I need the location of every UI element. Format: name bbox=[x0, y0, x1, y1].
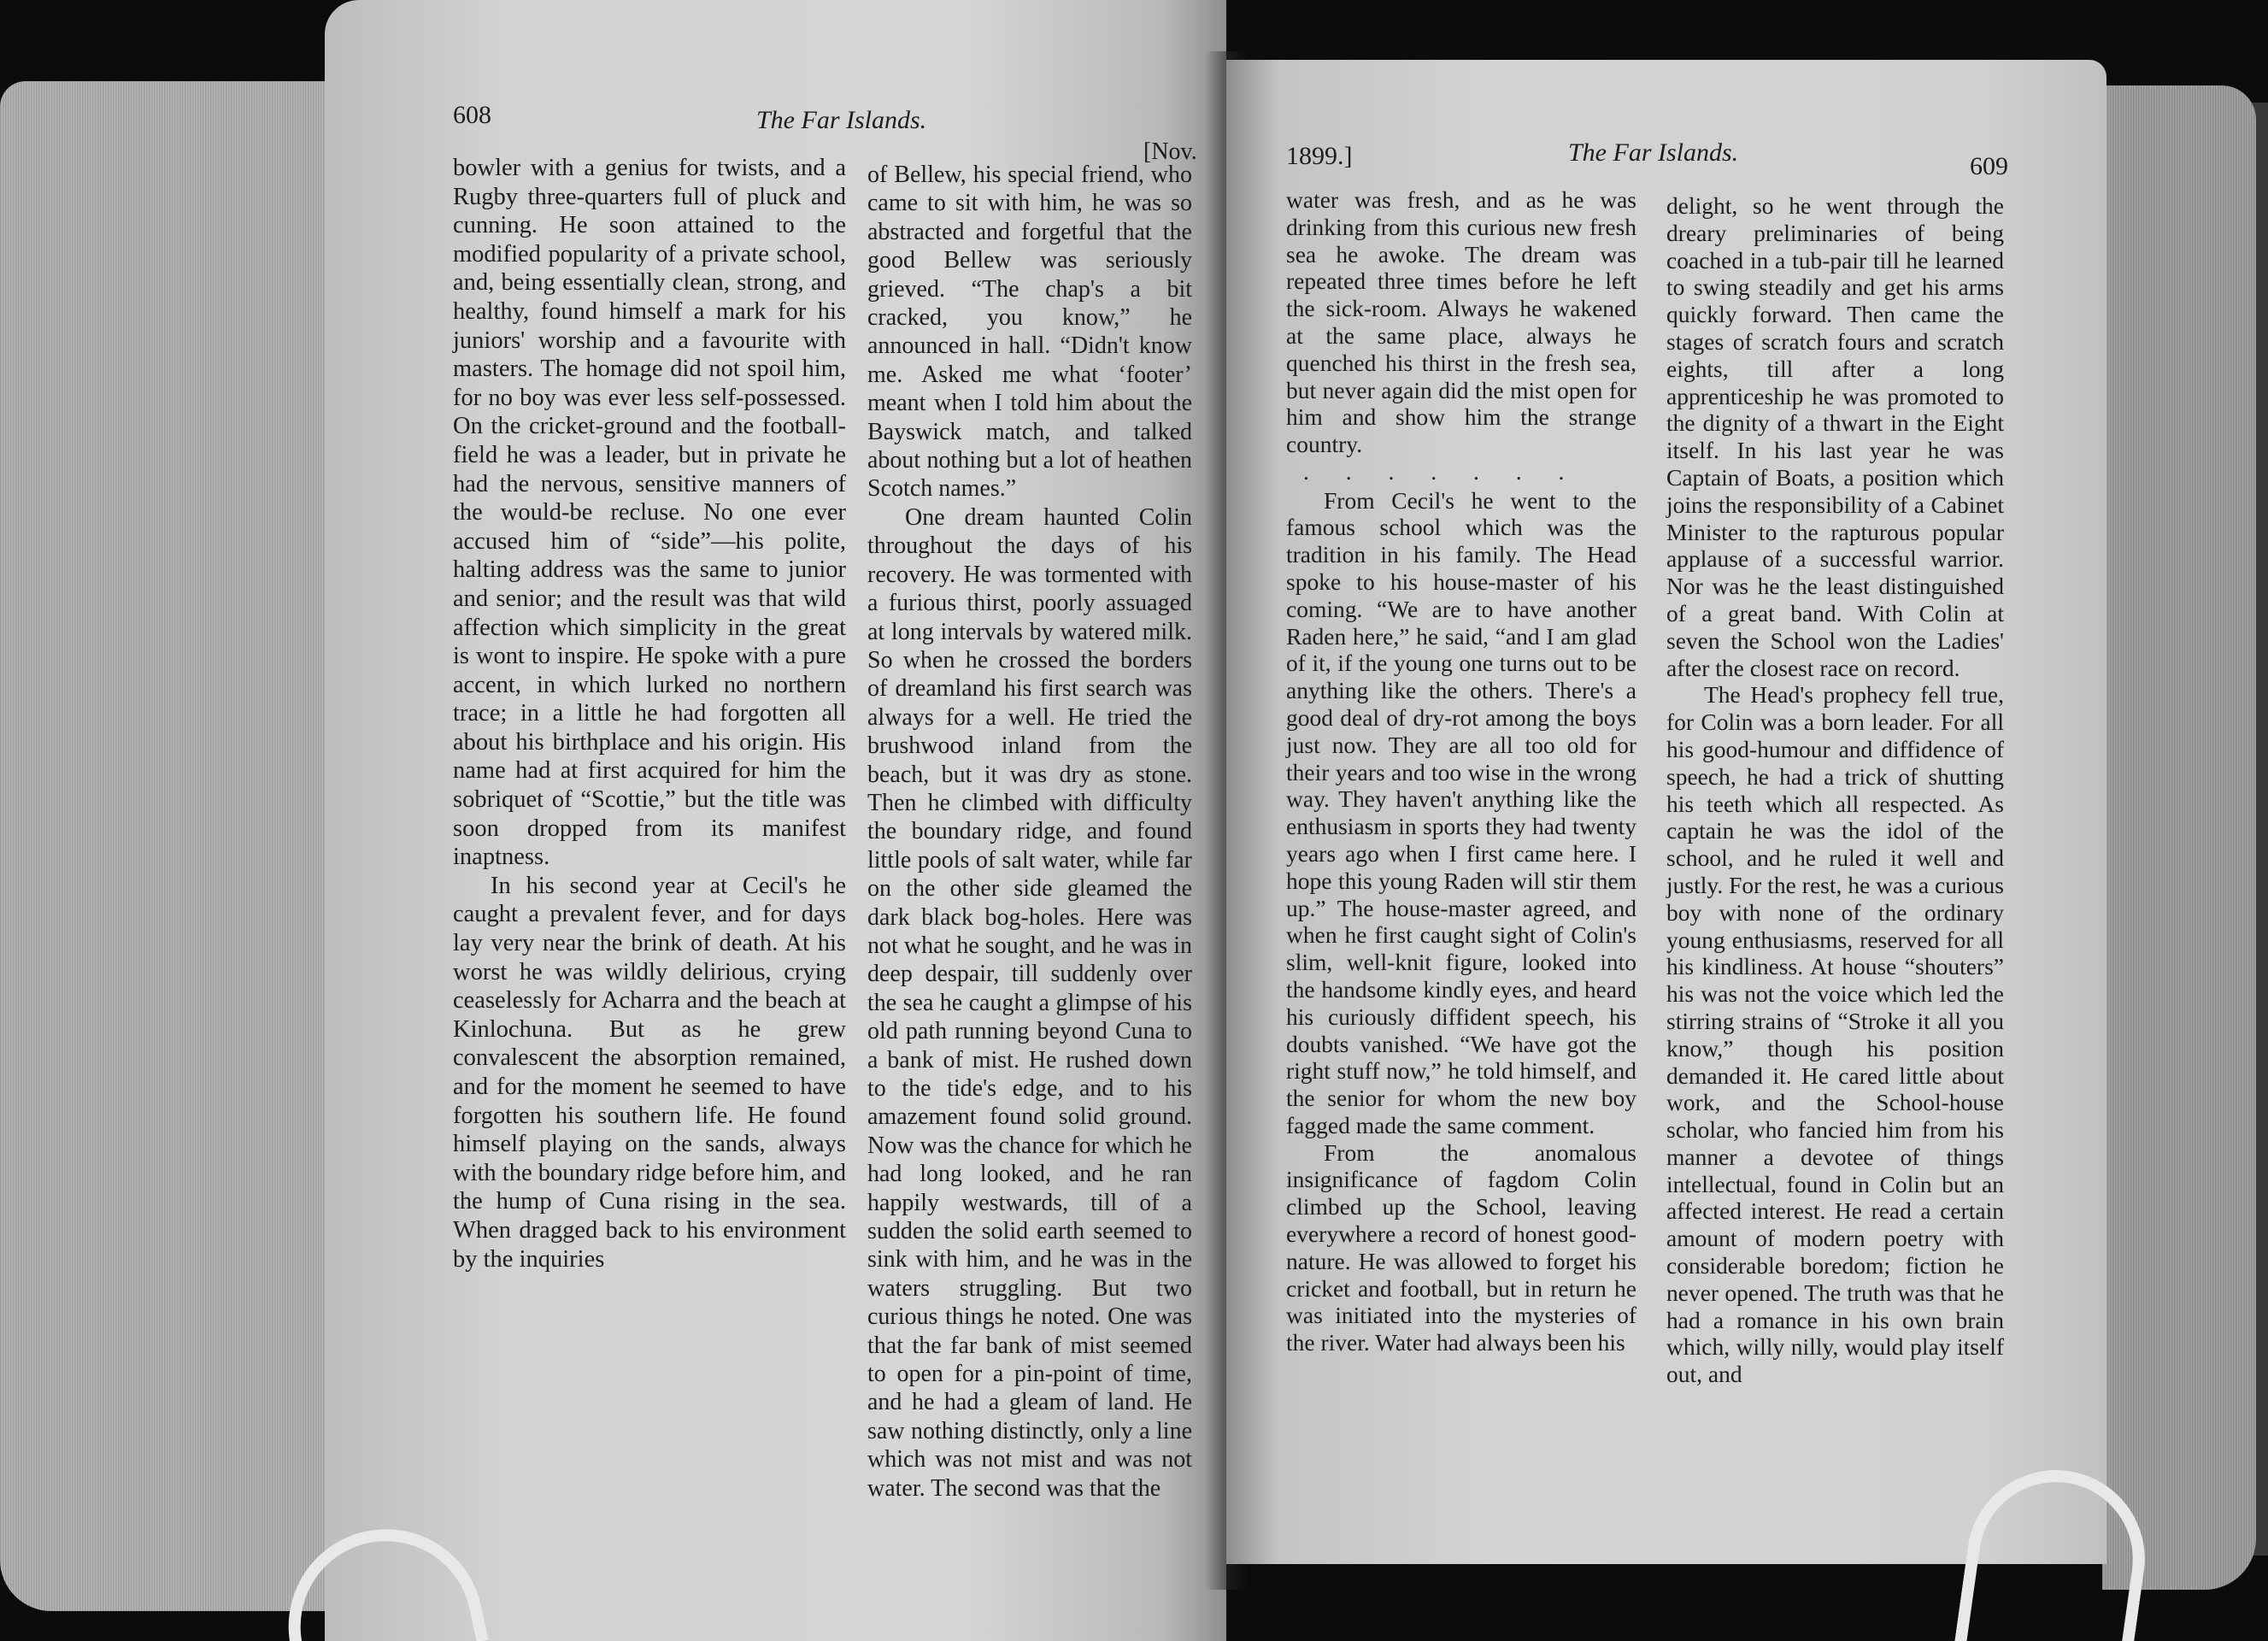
paragraph: of Bellew, his special friend, who came to sit with him, he was so abstracted and forgetful that the good Bellew was seriously grieved. “The chap's a bit cracked, you know,” he announced in hall. “Didn't know me. Asked me what ‘footer’ meant when I told him about the Bayswick match, and talked about nothing but a lot of heathen Scotch names.” bbox=[867, 162, 1192, 503]
paragraph: From Cecil's he went to the famous school which was the tradition in his family. The Head spoke to his house-master of his coming. “We are to have another Raden here,” he said, “and I am glad of it, if the young one turns out to be anything like the others. There's a good deal of dry-rot among the boys just now. They are all too old for their years and too wise in the wrong way. They haven't anything like the enthusiasm in sports they had twenty years ago when I first came here. I hope this young Raden will stir them up.” The house-master agreed, and when he first caught sight of Colin's slim, well-knit figure, looked into the handsome kindly eyes, and heard his curiously diffident speech, his doubts vanished. “We have got the right stuff now,” he told himself, and the senior for whom the new boy fagged made the same comment. bbox=[1286, 486, 1636, 1138]
paragraph: water was fresh, and as he was drinking from this curious new fresh sea he awoke. The dream was repeated three times before he left the sick-room. Always he wakened at the same place, always he quenched his thirst in the fresh sea, but never again did the mist open for him and show him the strange country. bbox=[1286, 186, 1636, 458]
left-running-title: The Far Islands. bbox=[756, 106, 927, 134]
paragraph: One dream haunted Colin throughout the days of his recovery. He was tormented with a furious thirst, poorly assuaged at long intervals by watered milk. So when he crossed the borders of dreamland his first search was always for a well. He tried the brushwood inland from the beach, but it was dry as stone. Then he climbed with difficulty the boundary ridge, and found little pools of salt water, while far on the other side gleamed the dark black bog-holes. Here was not what he sought, and he was in deep despair, till suddenly over the sea he caught a glimpse of his old path running beyond Cuna to a bank of mist. He rushed down to the tide's edge, and to his amazement found solid ground. Now was the chance for which he had long looked, and he ran happily westwards, till of a sudden the solid earth seemed to sink with him, and he was in the waters struggling. But two curious things he noted. One was that the far bank of mist seemed to open for a pin-point of time, and he had a gleam of land. He saw nothing distinctly, only a line which was not mist and was not water. The second was that the bbox=[867, 503, 1192, 1502]
right-page bbox=[1226, 60, 2106, 1564]
left-page-column-2 bbox=[867, 161, 1192, 1503]
paragraph: In his second year at Cecil's he caught a prevalent fever, and for days lay very near the brink of death. At his worst he was wildly delirious, crying ceaselessly for Acharra and the beach at Kinlochuna. But as he grew convalescent the absorption remained, and for the moment he seemed to have forgotten his southern life. He found himself playing on the sands, always with the boundary ridge before him, and the hump of Cuna rising in the sea. When dragged back to his environment by the inquiries bbox=[453, 872, 846, 1273]
paragraph: From the anomalous insignificance of fagdom Colin climbed up the School, leaving everywhere a record of honest good-nature. He was allowed to forget his cricket and football, but in return he was initiated into the mysteries of the river. Water had always been his bbox=[1286, 1138, 1636, 1356]
paragraph: delight, so he went through the dreary preliminaries of being coached in a tub-pair till he learned to swing steadily and get his arms quickly forward. Then came the stages of scratch fours and scratch eights, till after a long apprenticeship he was promoted to the dignity of a thwart in the Eight itself. In his last year he was Captain of Boats, a position which joins the responsibility of a Cabinet Minister to the rapturous popular applause of a successful warrior. Nor was he the least distinguished of a great band. With Colin at seven the School won the Ladies' after the closest race on record. bbox=[1666, 192, 2004, 681]
left-page-column-1 bbox=[453, 154, 846, 1273]
right-page-column-1 bbox=[1286, 186, 1636, 1356]
right-date-mark: 1899.] bbox=[1286, 142, 1353, 170]
left-page bbox=[325, 0, 1226, 1641]
right-page-number: 609 bbox=[1970, 152, 2008, 180]
section-break-dots: . . . . . . . bbox=[1303, 457, 1580, 485]
left-page-number: 608 bbox=[453, 101, 491, 129]
paragraph: bowler with a genius for twists, and a Rugby three-quarters full of pluck and cunning. He soon attained to the modified popularity of a private school, and, being essentially clean, strong, and healthy, found himself a mark for his juniors' worship and a favourite with masters. The homage did not spoil him, for no boy was ever less self-possessed. On the cricket-ground and the football-field he was a leader, but in private he had the nervous, sensitive manners of the would-be recluse. No one ever accused him of “side”—his polite, halting address was the same to junior and senior; and the result was that wild affection which simplicity in the great is wont to inspire. He spoke with a pure accent, in which lurked no northern trace; in a little he had forgotten all about his birthplace and his origin. His name had at first acquired for him the sobriquet of “Scottie,” but the title was soon dropped from its manifest inaptness. bbox=[453, 155, 846, 871]
left-date-mark: [Nov. bbox=[1143, 138, 1197, 165]
right-page-column-2 bbox=[1666, 192, 2004, 1388]
paragraph: The Head's prophecy fell true, for Colin was a born leader. For all his good-humour and diffidence of speech, he had a trick of shutting his teeth which all respected. As captain he was the idol of the school, and he ruled it well and justly. For the rest, he was a curious boy with none of the ordinary young enthusiasms, reserved for all his kindliness. At house “shouters” his was not the voice which led the stirring strains of “Stroke it all you know,” though his position demanded it. He cared little about work, and the School-house scholar, who fancied him from his manner a devotee of things intellectual, found in Colin but an affected interest. He read a certain amount of modern poetry with considerable boredom; fiction he never opened. The truth was that he had a romance in his own brain which, willy nilly, would play itself out, and bbox=[1666, 681, 2004, 1388]
right-running-title: The Far Islands. bbox=[1568, 138, 1739, 167]
right-page-edges bbox=[2102, 85, 2256, 1590]
left-page-edges bbox=[0, 81, 333, 1611]
